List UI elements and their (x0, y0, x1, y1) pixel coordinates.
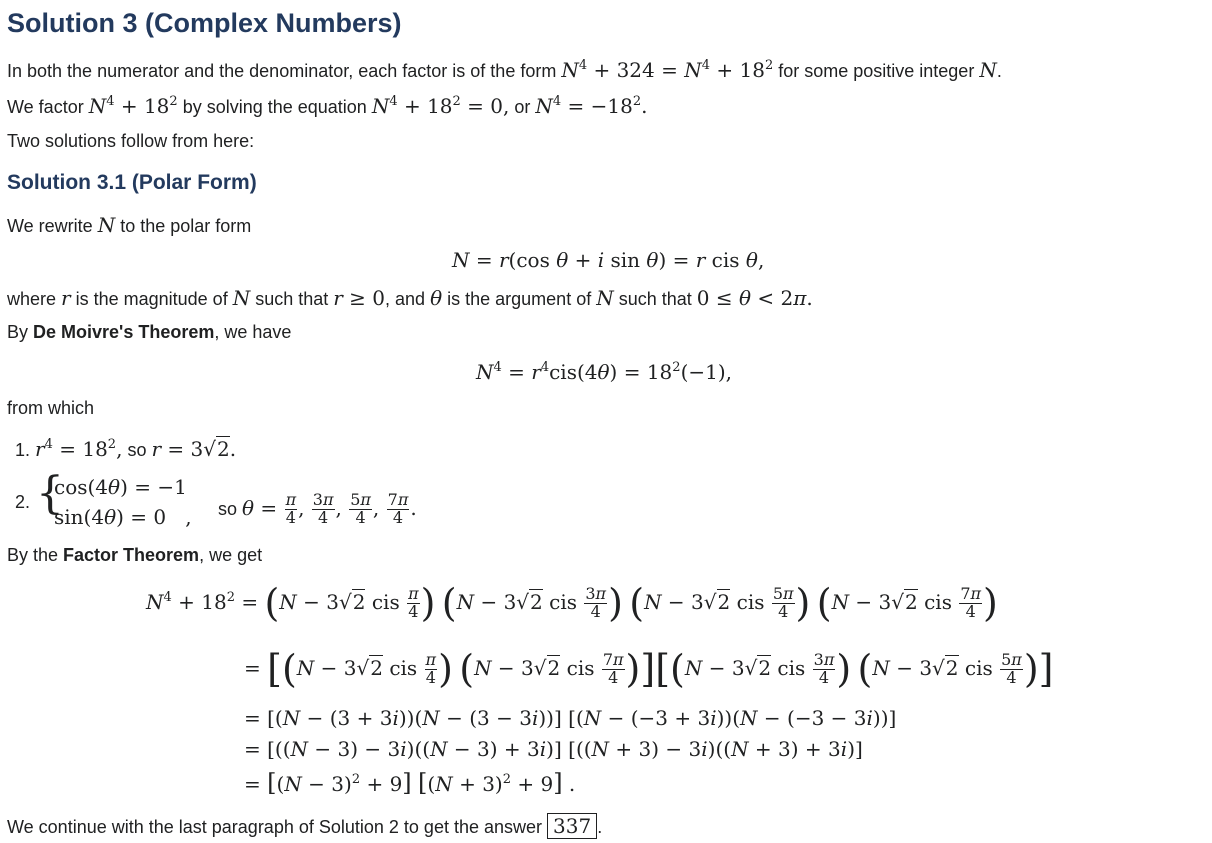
ft-text-2: , we get (199, 545, 263, 565)
dm-text-2: , we have (214, 322, 292, 342)
rewrite-text-1: We rewrite (7, 216, 98, 236)
factor-theorem-name: Factor Theorem (63, 545, 200, 565)
math-r-cond: r ≥ 0 (333, 286, 386, 310)
section-heading: Solution 3.1 (Polar Form) (7, 171, 257, 194)
equation-line-5: = $[(N - 3)^2 + 9]$ $[(N + 3)^2 + 9]$ . (244, 769, 576, 797)
page-title: Solution 3 (Complex Numbers) (7, 8, 402, 38)
list-item-2-number: 2. (15, 492, 31, 512)
factor-text-or: or (514, 97, 531, 117)
math-theta: θ (430, 286, 443, 310)
ft-text-1: By the (7, 545, 64, 565)
conclusion-text: We continue with the last paragraph of Solution 2 to get the answer (7, 817, 542, 837)
paragraph-conclusion: We continue with the last paragraph of Solution 2 to get the answer 337 . (7, 814, 603, 838)
list-item-1 (15, 437, 236, 461)
mag-text-1: where (7, 289, 62, 309)
math-form: $N^4 + 324 = N^4 + 18^2$ (561, 58, 774, 82)
paragraph-factor (7, 94, 648, 118)
equation-line-4: = [((N − 3) − 3i)((N − 3) + 3i)] [((N + 3) − 3i)((N + 3) + 3i)] (244, 737, 863, 761)
math-r4: $r^4 = 18^2$, (35, 437, 123, 461)
equation-line-1: $N^4 + 18^2 = (N - 3√2$ cis $\frac{\pi}{4}$ ) (N − 3√2 cis $\frac{3\pi}{4}$ ) (N − 3√2 cis $\frac{5\pi}{4}$ ) (N − 3√2 cis $\frac{7\pi}{4}$ ) (146, 581, 998, 626)
math-sin-eq: sin(4θ) = 0 , (54, 505, 192, 529)
rewrite-text-2: to the polar form (115, 216, 252, 236)
intro-text-1: In both the numerator and the denominator, each factor is of the form (7, 61, 562, 81)
equation-de-moivre: $N^4 = r^4cis(4\theta) = 18^2(-1)$, (476, 360, 733, 384)
mag-text-3: such that (250, 289, 334, 309)
paragraph-factor-theorem (7, 545, 262, 566)
factor-text-2: by solving the equation (177, 97, 372, 117)
math-n: N (232, 286, 251, 310)
list-so: so (127, 440, 147, 460)
math-eq2: $N^4 = -18^2$. (535, 94, 648, 118)
list-item-2-so (218, 492, 417, 527)
math-expr: $N^4 + 18^2$ (88, 94, 178, 118)
paragraph-two-solutions: Two solutions follow from here: (7, 131, 255, 151)
math-theta-cond: 0 ≤ θ < 2π. (696, 286, 813, 310)
equation-line-2: = [(N − 3√2 cis $\frac{\pi}{4}$ ) (N − 3√2 cis $\frac{7\pi}{4}$ )][(N − 3√2 cis $\frac{3\pi}{4}$ ) (N − 3√2 cis $\frac{5\pi}{4}$ )] (244, 647, 1054, 692)
intro-text-2: for some positive integer (773, 61, 980, 81)
de-moivre-theorem-name: De Moivre's Theorem (33, 322, 215, 342)
paragraph-de-moivre (7, 322, 291, 343)
equation-polar: N = r(cos θ + i sin θ) = r cis θ, (452, 248, 765, 272)
math-n: N (97, 213, 116, 237)
answer-box: 337 (547, 813, 597, 839)
paragraph-intro: In both the numerator and the denominator, each factor is of the form $N^4 + 324 = N^4 + 18^2$ for some positive integer N. (7, 58, 1002, 82)
mag-text-2: is the magnitude of (70, 289, 233, 309)
mag-text-6: such that (613, 289, 697, 309)
paragraph-rewrite (7, 213, 251, 237)
dm-text-1: By (7, 322, 34, 342)
factor-text-1: We factor (7, 97, 89, 117)
math-cos-eq: cos(4θ) = −1 (54, 475, 187, 499)
math-r-value: r = 3√2. (151, 437, 237, 461)
mag-text-5: is the argument of (442, 289, 597, 309)
math-n: N (596, 286, 614, 310)
math-theta-values: θ = $\frac{\pi}{4}$ , $\frac{3\pi}{4}$ , $\frac{5\pi}{4}$ , $\frac{7\pi}{4}$ . (242, 490, 417, 527)
paragraph-from-which: from which (7, 398, 95, 418)
math-n: N (979, 58, 997, 82)
math-r: r (61, 286, 71, 310)
math-eq: $N^4 + 18^2 = 0$, (371, 94, 510, 118)
system-brace: { (36, 468, 64, 519)
list-so: so (218, 498, 238, 519)
mag-text-4: , and (385, 289, 431, 309)
paragraph-magnitude (7, 286, 813, 310)
list-number: 1. (15, 440, 31, 460)
equation-line-3: = [(N − (3 + 3i))(N − (3 − 3i))] [(N − (−3 + 3i))(N − (−3 − 3i))] (244, 706, 897, 730)
